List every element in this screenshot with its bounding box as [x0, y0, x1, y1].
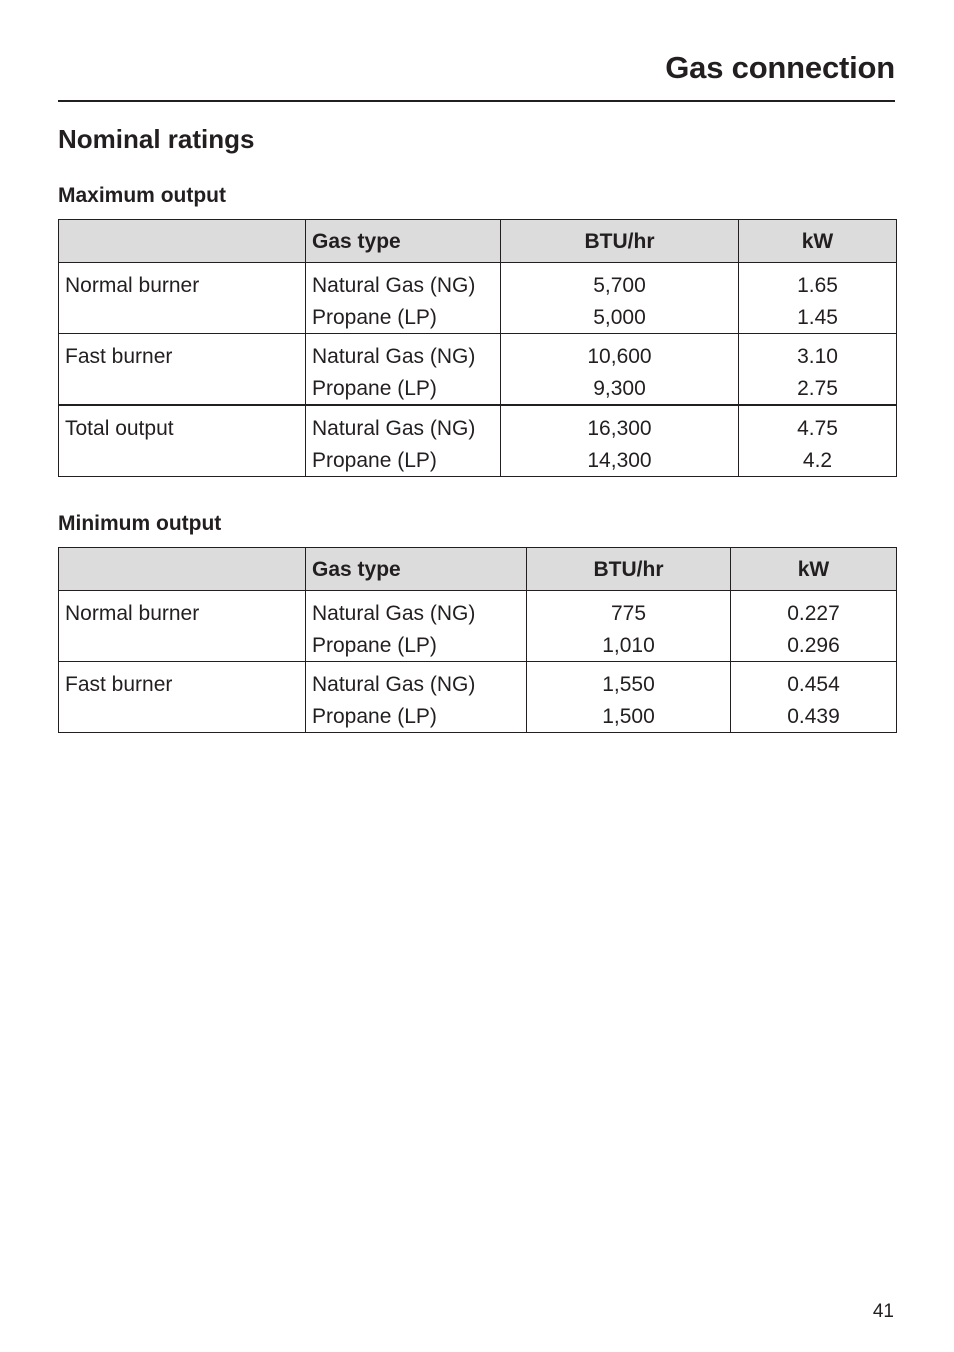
row-label: Total output	[59, 405, 306, 477]
row-label: Normal burner	[59, 263, 306, 334]
gas-type-ng: Natural Gas (NG)	[312, 417, 476, 440]
gas-type-ng: Natural Gas (NG)	[312, 274, 476, 297]
btu-value: 14,300	[587, 448, 652, 472]
gas-type-cell	[306, 405, 501, 477]
table-row-total	[59, 405, 897, 477]
column-header-gas-type: Gas type	[306, 548, 527, 591]
maximum-output-title: Maximum output	[58, 184, 226, 207]
table-header-row	[59, 548, 897, 591]
gas-type-lp: Propane (LP)	[312, 704, 437, 728]
btu-value: 1,500	[602, 704, 655, 728]
page-header-title: Gas connection	[665, 50, 895, 85]
page-number: 41	[872, 1301, 894, 1322]
table-row	[59, 591, 897, 662]
gas-type-lp: Propane (LP)	[312, 448, 437, 472]
btu-cell	[501, 263, 739, 334]
kw-cell	[739, 334, 897, 406]
kw-cell	[731, 591, 897, 662]
gas-type-lp: Propane (LP)	[312, 376, 437, 400]
column-header-btu: BTU/hr	[501, 220, 739, 263]
table-header-row	[59, 220, 897, 263]
gas-type-cell	[306, 591, 527, 662]
gas-type-lp: Propane (LP)	[312, 305, 437, 329]
gas-type-cell	[306, 662, 527, 733]
kw-value: 0.454	[787, 673, 840, 696]
kw-value: 4.2	[802, 448, 833, 472]
kw-value: 0.296	[787, 633, 840, 657]
btu-cell	[501, 405, 739, 477]
kw-value: 4.75	[797, 417, 838, 440]
row-label: Normal burner	[59, 591, 306, 662]
btu-cell	[527, 662, 731, 733]
btu-value: 16,300	[587, 417, 652, 440]
kw-value: 1.45	[797, 305, 838, 329]
kw-value: 2.75	[797, 376, 838, 400]
section-title: Nominal ratings	[58, 124, 255, 154]
column-header-kw: kW	[739, 220, 897, 263]
column-header-gas-type: Gas type	[306, 220, 501, 263]
btu-value: 10,600	[587, 345, 652, 368]
kw-value: 3.10	[797, 345, 838, 368]
gas-type-ng: Natural Gas (NG)	[312, 602, 476, 625]
btu-value: 775	[610, 602, 647, 625]
page-header	[58, 50, 895, 102]
kw-cell	[731, 662, 897, 733]
btu-value: 1,010	[602, 633, 655, 657]
column-header-kw: kW	[731, 548, 897, 591]
column-header-btu: BTU/hr	[527, 548, 731, 591]
btu-value: 9,300	[593, 376, 646, 400]
kw-cell	[739, 405, 897, 477]
btu-value: 1,550	[602, 673, 655, 696]
column-header-label	[59, 220, 306, 263]
gas-type-cell	[306, 334, 501, 406]
maximum-output-table	[58, 219, 897, 477]
table-row	[59, 263, 897, 334]
kw-value: 1.65	[797, 274, 838, 297]
btu-cell	[527, 591, 731, 662]
column-header-label	[59, 548, 306, 591]
kw-value: 0.439	[787, 704, 840, 728]
kw-cell	[739, 263, 897, 334]
gas-type-lp: Propane (LP)	[312, 633, 437, 657]
row-label: Fast burner	[59, 662, 306, 733]
gas-type-ng: Natural Gas (NG)	[312, 673, 476, 696]
minimum-output-table	[58, 547, 897, 733]
kw-value: 0.227	[787, 602, 840, 625]
gas-type-cell	[306, 263, 501, 334]
table-row	[59, 334, 897, 406]
row-label: Fast burner	[59, 334, 306, 406]
btu-cell	[501, 334, 739, 406]
table-row	[59, 662, 897, 733]
minimum-output-title: Minimum output	[58, 512, 222, 535]
btu-value: 5,000	[593, 305, 646, 329]
btu-value: 5,700	[593, 274, 646, 297]
gas-type-ng: Natural Gas (NG)	[312, 345, 476, 368]
